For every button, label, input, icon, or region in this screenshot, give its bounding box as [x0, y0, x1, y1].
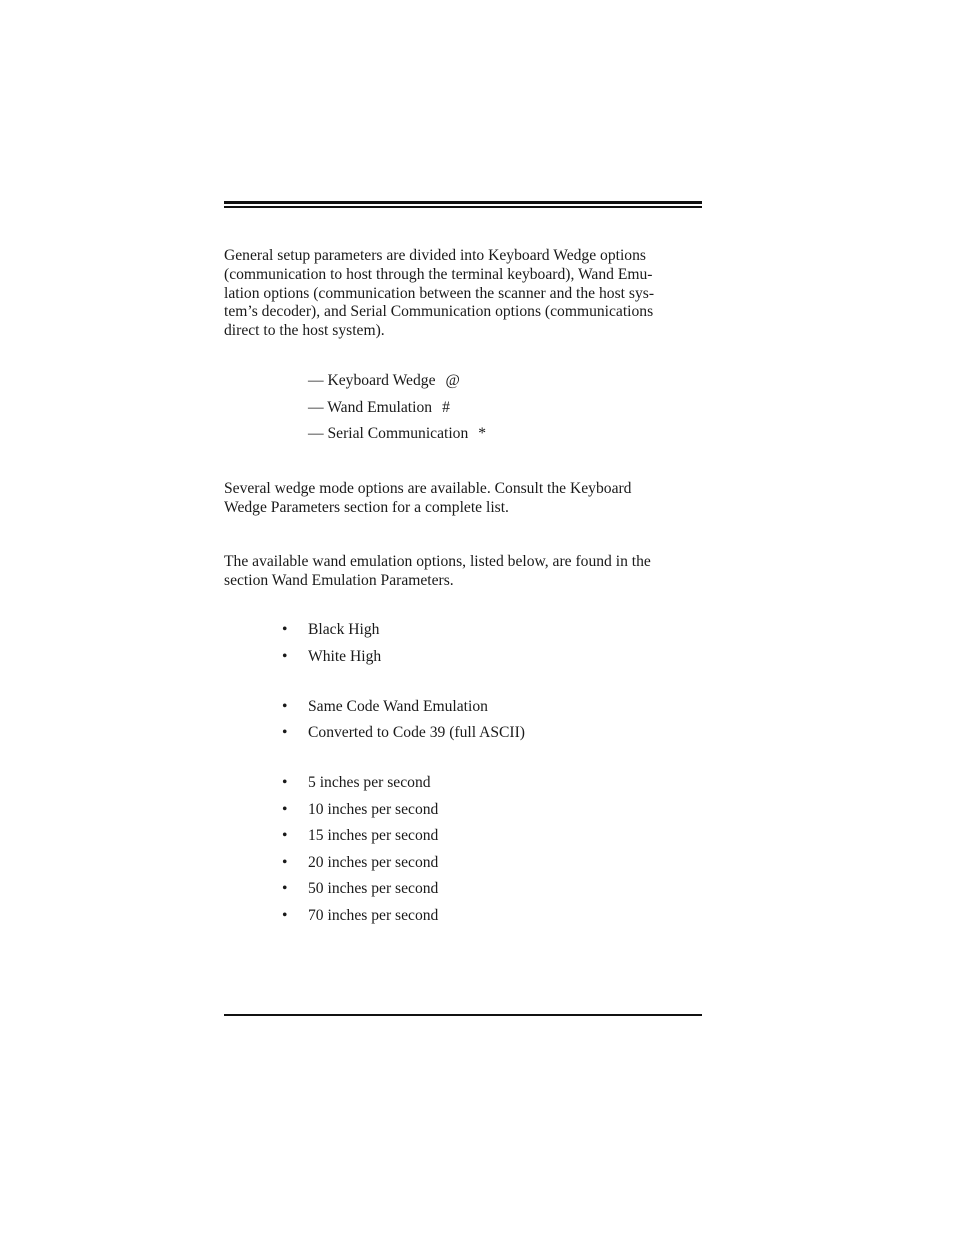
intro-line: direct to the host system). — [224, 322, 385, 340]
bullet-marker: • — [282, 827, 288, 844]
intro-line: (communication to host through the terminal keyboard), Wand Emu- — [224, 265, 653, 283]
speed-option — [282, 774, 431, 792]
header-rule-thin — [224, 206, 702, 208]
bullet-marker: • — [282, 724, 288, 741]
option-label: White High — [308, 648, 382, 665]
polarity-option — [282, 648, 381, 666]
bullet-marker: • — [282, 907, 288, 924]
code-option — [282, 724, 525, 742]
speed-option — [282, 880, 438, 898]
mode-symbol: * — [478, 425, 487, 442]
bullet-marker: • — [282, 621, 288, 638]
wand-paragraph — [224, 553, 702, 591]
speed-option — [282, 801, 438, 819]
option-label: 20 inches per second — [308, 854, 439, 871]
intro-line: lation options (communication between the scanner and the host sys- — [224, 284, 655, 302]
speed-option — [282, 827, 438, 845]
bullet-marker: • — [282, 880, 288, 897]
mode-wand-emulation — [308, 399, 450, 417]
option-label: 5 inches per second — [308, 774, 431, 791]
wand-line: The available wand emulation options, listed below, are found in the — [224, 553, 651, 570]
mode-keyboard-wedge — [308, 372, 460, 390]
code-option — [282, 698, 488, 716]
option-label: 50 inches per second — [308, 880, 439, 897]
mode-symbol: # — [442, 399, 450, 416]
header-rule-thick — [224, 201, 702, 204]
option-label: Black High — [308, 621, 380, 638]
wedge-line: Wedge Parameters section for a complete list. — [224, 498, 509, 516]
intro-line: General setup parameters are divided into Keyboard Wedge options — [224, 247, 646, 264]
mode-symbol: @ — [445, 372, 460, 389]
option-label: 70 inches per second — [308, 907, 439, 924]
speed-option — [282, 907, 438, 925]
wedge-paragraph — [224, 480, 702, 518]
intro-line: tem’s decoder), and Serial Communication options (communications — [224, 303, 654, 321]
option-label: Same Code Wand Emulation — [308, 698, 488, 715]
bullet-marker: • — [282, 854, 288, 871]
speed-option — [282, 854, 438, 872]
bullet-marker: • — [282, 648, 288, 665]
intro-paragraph — [224, 247, 702, 341]
wedge-line: Several wedge mode options are available. Consult the Keyboard — [224, 480, 632, 497]
bullet-marker: • — [282, 774, 288, 791]
mode-serial-communication — [308, 425, 486, 443]
bullet-marker: • — [282, 801, 288, 818]
mode-label: — Wand Emulation — [308, 399, 433, 416]
mode-label: — Keyboard Wedge — [308, 372, 436, 389]
option-label: 10 inches per second — [308, 801, 439, 818]
wand-line: section Wand Emulation Parameters. — [224, 571, 454, 589]
option-label: Converted to Code 39 (full ASCII) — [308, 724, 525, 741]
footer-rule — [224, 1014, 702, 1016]
polarity-option — [282, 621, 379, 639]
option-label: 15 inches per second — [308, 827, 439, 844]
bullet-marker: • — [282, 698, 288, 715]
mode-label: — Serial Communication — [308, 425, 469, 442]
